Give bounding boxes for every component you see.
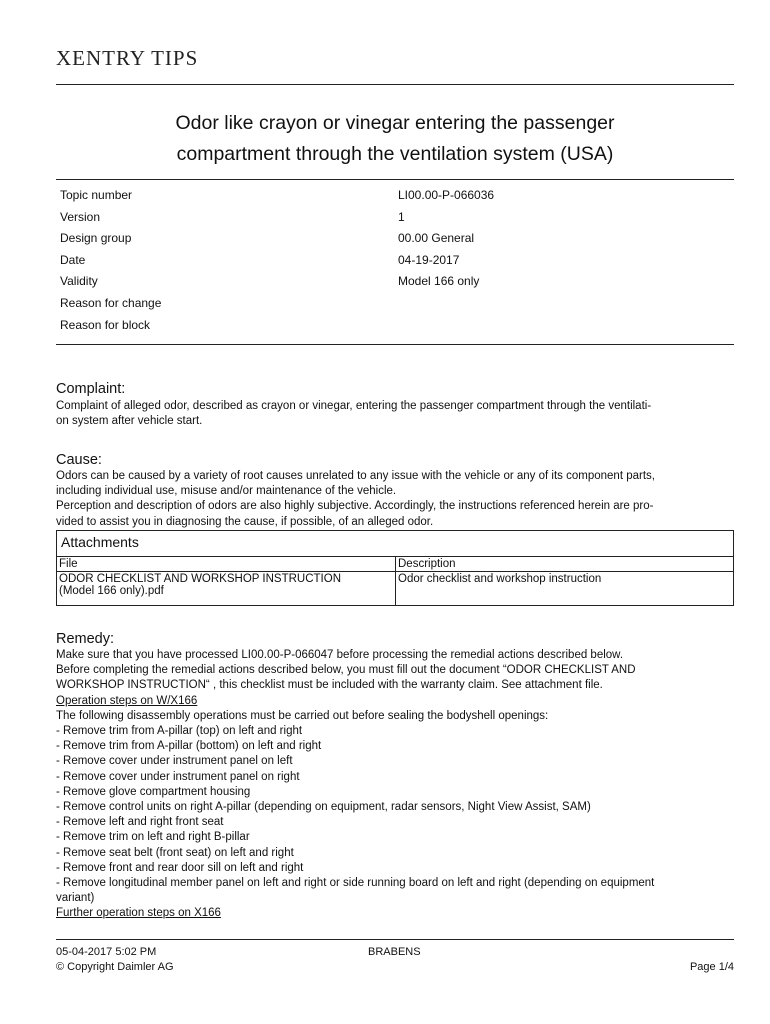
complaint-heading: Complaint: — [56, 381, 126, 397]
meta-value: 00.00 General — [398, 231, 475, 246]
meta-label: Topic number — [60, 188, 133, 202]
header-divider — [56, 84, 734, 85]
footer-copyright: © Copyright Daimler AG — [56, 961, 174, 973]
title-line: Odor like crayon or vinegar entering the passenger — [175, 112, 615, 134]
meta-top-divider — [56, 179, 734, 180]
file-name-line: (Model 166 only).pdf — [59, 585, 164, 597]
step-item: variant) — [56, 892, 95, 905]
text-line: on system after vehicle start. — [56, 415, 203, 428]
attachments-heading: Attachments — [57, 531, 734, 557]
remedy-heading: Remedy: — [56, 631, 115, 647]
remedy-text — [56, 648, 736, 922]
operation-steps-link[interactable]: Operation steps on W/X166 — [56, 694, 198, 707]
meta-table — [60, 188, 730, 339]
meta-row — [60, 231, 730, 253]
meta-value: LI00.00-P-066036 — [398, 188, 495, 202]
text-line: Before completing the remedial actions described below, you must fill out the document “ODOR CHECKLIST AND — [56, 664, 636, 677]
text-line: Odors can be caused by a variety of root causes unrelated to any issue with the vehicle or any of its component parts, — [56, 470, 655, 482]
text-line: The following disassembly operations must be carried out before sealing the bodyshell openings: — [56, 709, 549, 722]
col-header-description: Description — [396, 557, 734, 572]
step-item: - Remove seat belt (front seat) on left and right — [56, 846, 294, 859]
document-title — [56, 108, 734, 170]
meta-value: 04-19-2017 — [398, 252, 460, 267]
step-item: - Remove trim from A-pillar (top) on left and right — [56, 725, 303, 738]
step-item: - Remove longitudinal member panel on left and right or side running board on left and right (depending on equipment — [56, 877, 655, 890]
step-item: - Remove trim from A-pillar (bottom) on left and right — [56, 740, 322, 753]
meta-bottom-divider — [56, 344, 734, 345]
text-line: vided to assist you in diagnosing the cause, if possible, of an alleged odor. — [56, 515, 434, 528]
meta-row — [60, 296, 730, 318]
meta-value — [398, 296, 730, 318]
attachment-file-link[interactable] — [57, 572, 396, 606]
footer-page-number: Page 1/4 — [689, 961, 734, 973]
footer-divider — [56, 939, 734, 940]
step-item: - Remove cover under instrument panel on left — [56, 755, 293, 768]
meta-label: Validity — [60, 274, 98, 289]
meta-label: Design group — [60, 231, 132, 246]
cause-text — [56, 469, 736, 530]
step-item: - Remove trim on left and right B-pillar — [56, 831, 250, 844]
complaint-text — [56, 399, 736, 429]
meta-label: Version — [60, 209, 101, 224]
footer-user: BRABENS — [368, 946, 421, 958]
title-line: compartment through the ventilation system (USA) — [176, 143, 614, 165]
text-line: including individual use, misuse and/or maintenance of the vehicle. — [56, 485, 397, 498]
meta-label: Date — [60, 252, 86, 267]
meta-label: Reason for change — [60, 295, 162, 310]
footer — [56, 946, 734, 973]
step-item: - Remove cover under instrument panel on right — [56, 770, 300, 783]
meta-label: Reason for block — [60, 317, 151, 332]
text-line: WORKSHOP INSTRUCTION“ , this checklist must be included with the warranty claim. See attachment file. — [56, 679, 603, 692]
text-line: Make sure that you have processed LI00.00-P-066047 before processing the remedial actions described below. — [56, 649, 624, 661]
meta-row — [60, 210, 730, 232]
meta-row — [60, 188, 730, 210]
attachments-table — [56, 530, 734, 606]
meta-row — [60, 253, 730, 275]
step-item: - Remove glove compartment housing — [56, 785, 251, 798]
meta-row — [60, 274, 730, 296]
step-item: - Remove control units on right A-pillar (depending on equipment, radar sensors, Night View Assist, SAM) — [56, 801, 591, 814]
meta-value: Model 166 only — [398, 274, 480, 289]
step-item: - Remove left and right front seat — [56, 816, 224, 829]
attachment-description: Odor checklist and workshop instruction — [396, 572, 734, 606]
meta-value — [398, 318, 730, 340]
col-header-file: File — [57, 557, 396, 572]
meta-value: 1 — [398, 209, 405, 224]
step-item: - Remove front and rear door sill on left and right — [56, 861, 304, 874]
meta-row — [60, 318, 730, 340]
text-line: Perception and description of odors are also highly subjective. Accordingly, the instructions referenced herein are pro- — [56, 500, 654, 513]
text-line: Complaint of alleged odor, described as crayon or vinegar, entering the passenger compartment through the ventilati- — [56, 400, 652, 412]
footer-datetime: 05-04-2017 5:02 PM — [56, 946, 157, 958]
brand-logo-text: XENTRY TIPS — [56, 46, 199, 70]
file-name-line: ODOR CHECKLIST AND WORKSHOP INSTRUCTION — [59, 573, 341, 585]
cause-heading: Cause: — [56, 452, 102, 468]
further-steps-link[interactable]: Further operation steps on X166 — [56, 907, 221, 920]
